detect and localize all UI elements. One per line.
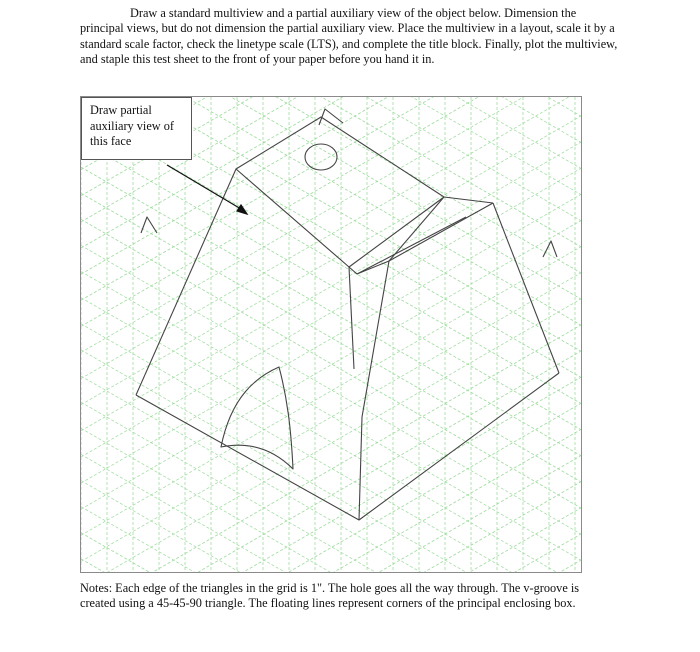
front-right-edge [362, 261, 389, 417]
callout-line-2: auxiliary view of [90, 118, 175, 133]
isometric-grid [81, 97, 582, 573]
object-outline [136, 109, 559, 520]
callout-line-3: this face [90, 134, 132, 148]
base-edges [136, 373, 559, 520]
callout-line-1: Draw partial [90, 103, 152, 117]
v-groove-edge [357, 217, 466, 274]
hole-circle [305, 144, 337, 170]
corner-mark-left [141, 217, 157, 233]
isometric-drawing [80, 96, 582, 573]
right-top-edge [444, 197, 493, 203]
instructions-paragraph: Draw a standard multiview and a partial auxiliary view of the object below. Dimension the principal views, but do not dimension the partial auxiliary view. Place the multiview in a layout, scale it by a standard scale factor, check the linetype scale (LTS), and complete the title block. Finally, plot the multiview, and staple this test sheet to the front of your paper before you hand it in. [80, 6, 618, 66]
callout-box [81, 97, 192, 160]
corner-mark-top [319, 109, 343, 125]
isometric-sketch [81, 97, 582, 573]
arch-opening [221, 367, 293, 469]
groove-ridge [389, 203, 493, 261]
notes-paragraph: Notes: Each edge of the triangles in the grid is 1". The hole goes all the way through. The v-groove is created using a 45-45-90 triangle. The floating lines represent corners of the principal enclosing box. [80, 581, 580, 611]
left-slant-edge [136, 169, 236, 395]
